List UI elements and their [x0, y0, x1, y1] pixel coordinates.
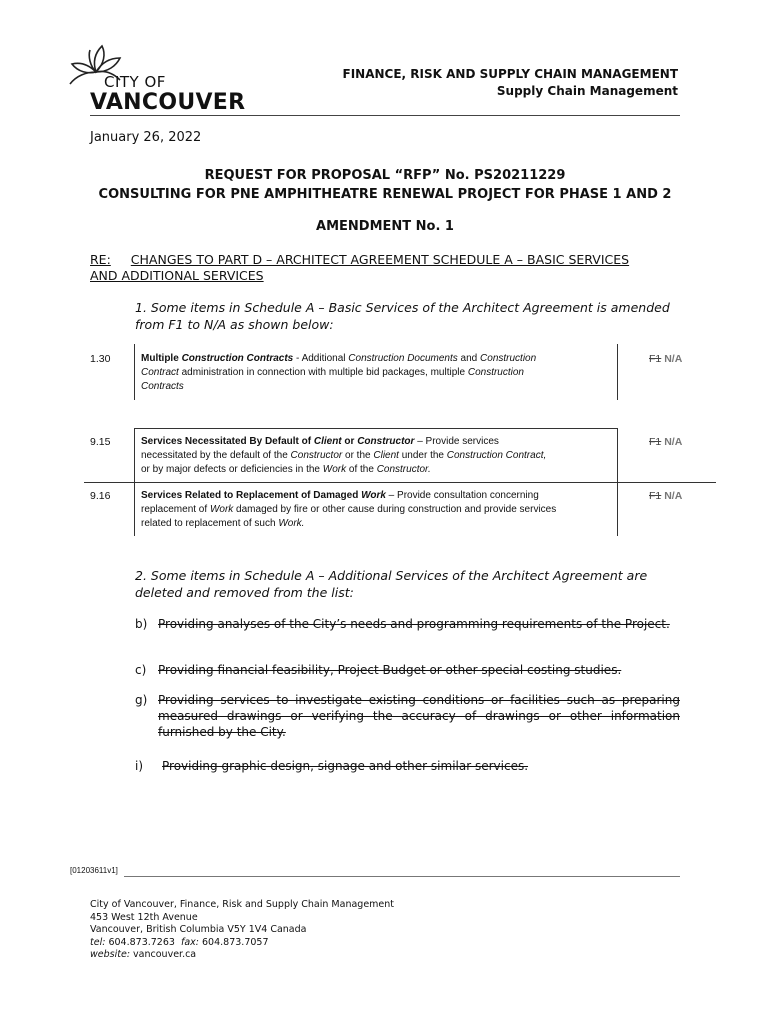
row-number: 9.16 — [90, 490, 111, 502]
section2-heading-line1: 2. Some items in Schedule A – Additional Services of the Architect Agreement are — [135, 568, 648, 583]
list-item-text: Providing services to investigate existing conditions or facilities such as preparing measured drawings or verifying the accuracy of drawings or other information furnished by the City. — [158, 693, 680, 739]
list-item — [135, 662, 680, 678]
footer-contact: tel: 604.873.7263 fax: 604.873.7057 — [90, 936, 269, 948]
section2-heading — [135, 567, 695, 601]
table-divider — [134, 482, 135, 536]
new-code: N/A — [664, 436, 683, 448]
row-number: 1.30 — [90, 353, 111, 365]
list-item-label: i) — [135, 759, 144, 773]
table-divider — [84, 482, 716, 483]
row-code — [649, 353, 682, 365]
rfp-title-line1: REQUEST FOR PROPOSAL “RFP” No. PS20211229 — [204, 168, 566, 183]
table-divider — [134, 428, 617, 429]
section2-heading-line2: deleted and removed from the list: — [135, 585, 354, 600]
department-header — [343, 66, 678, 100]
table-divider — [617, 344, 618, 400]
re-text: CHANGES TO PART D – ARCHITECT AGREEMENT SCHEDULE A – BASIC SERVICES AND ADDITIONAL SERVICES — [90, 252, 630, 283]
list-item-text: Providing graphic design, signage and other similar services. — [162, 759, 529, 773]
amendment-title: AMENDMENT No. 1 — [316, 219, 454, 234]
new-code: N/A — [664, 353, 683, 365]
city-logo — [66, 42, 246, 116]
footer-website[interactable]: website: vancouver.ca — [90, 949, 197, 960]
rfp-title — [70, 166, 700, 204]
logo-city-text: CITY OF — [104, 73, 166, 91]
table-row: Multiple Construction Contracts - Additional Construction Documents and Construction Contract administration in connection with multiple bid packages, multiple Construction Contracts — [141, 353, 537, 392]
table-divider — [617, 482, 618, 536]
section1-heading-line2: from F1 to N/A as shown below: — [135, 317, 334, 332]
table-row: Services Necessitated By Default of Client or Constructor – Provide services necessitated by the default of the Constructor or the Client under the Construction Contract, or by major defects or deficiencies in the Work of the Constructor. — [141, 436, 547, 475]
header-divider — [90, 115, 680, 116]
list-item-text: Providing analyses of the City’s needs and programming requirements of the Project. — [158, 617, 670, 631]
row-code — [649, 490, 682, 502]
row-code — [649, 436, 682, 448]
new-code: N/A — [664, 490, 683, 502]
department-name: FINANCE, RISK AND SUPPLY CHAIN MANAGEMENT — [342, 67, 678, 81]
list-item-label: c) — [135, 663, 147, 677]
section1-heading — [135, 299, 695, 333]
old-code: F1 — [649, 490, 662, 502]
footer-line: Vancouver, British Columbia V5Y 1V4 Canada — [90, 924, 307, 935]
footer-address — [90, 899, 394, 962]
table-divider — [134, 428, 135, 482]
document-reference: [01203611v1] — [70, 866, 118, 875]
list-item-label: g) — [135, 693, 148, 707]
re-subject — [90, 252, 660, 284]
list-item — [135, 616, 680, 632]
footer-line: 453 West 12th Avenue — [90, 911, 198, 923]
row-number: 9.15 — [90, 436, 111, 448]
footer-line: City of Vancouver, Finance, Risk and Supply Chain Management — [90, 899, 395, 910]
table-row: Services Related to Replacement of Damaged Work – Provide consultation concerning replacement of Work damaged by fire or other cause during construction and provide services related to replacement of such Work. — [141, 490, 557, 529]
re-label: RE: — [90, 252, 111, 267]
table-divider — [134, 344, 135, 400]
old-code: F1 — [649, 353, 662, 365]
logo-vancouver-text: VANCOUVER — [90, 90, 246, 115]
list-item — [135, 758, 680, 774]
list-item — [135, 692, 680, 740]
document-date: January 26, 2022 — [90, 130, 202, 145]
department-subname: Supply Chain Management — [496, 84, 678, 98]
footer-divider — [124, 876, 680, 877]
table-divider — [617, 428, 618, 482]
rfp-title-line2: CONSULTING FOR PNE AMPHITHEATRE RENEWAL PROJECT FOR PHASE 1 AND 2 — [98, 187, 672, 202]
old-code: F1 — [649, 436, 662, 448]
list-item-label: b) — [135, 617, 148, 631]
section1-heading-line1: 1. Some items in Schedule A – Basic Services of the Architect Agreement is amended — [135, 300, 670, 315]
list-item-text: Providing financial feasibility, Project Budget or other special costing studies. — [158, 663, 622, 677]
